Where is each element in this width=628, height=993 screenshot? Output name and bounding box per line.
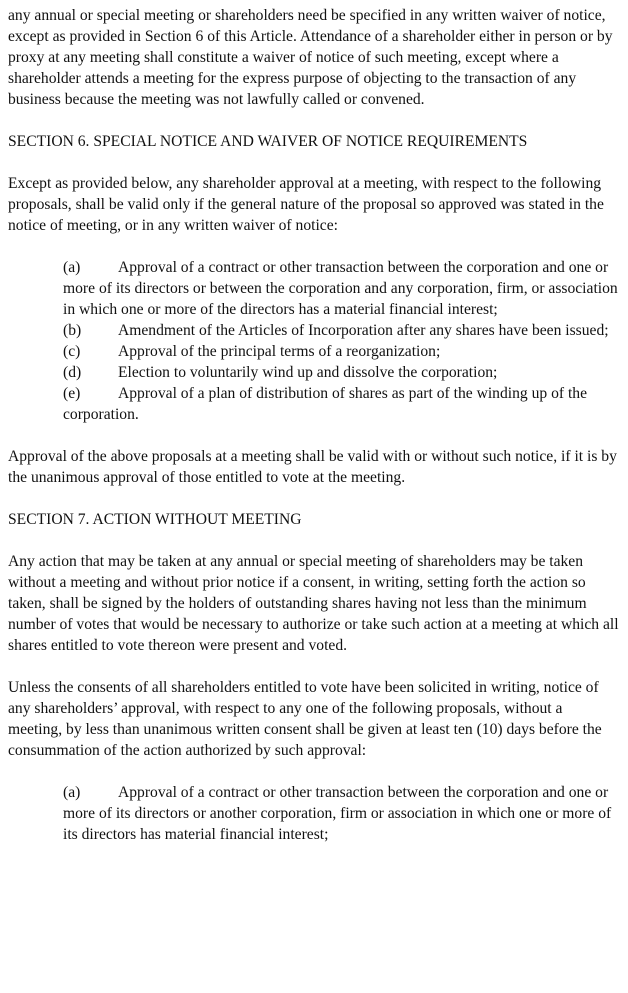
list-item <box>63 341 620 362</box>
item-label: (c) <box>63 343 81 360</box>
list-item <box>63 362 620 383</box>
section-7-paragraph-2: Unless the consents of all shareholders entitled to vote have been solicited in writing, notice of any shareholders’ approval, with respect to any one of the following proposals, without a meeting, by less than unanimous written consent shall be given at least ten (10) days before the consummation of the action authorized by such approval: <box>8 679 602 759</box>
section-7-paragraph-1: Any action that may be taken at any annual or special meeting of shareholders may be taken without a meeting and without prior notice if a consent, in writing, setting forth the action so taken, shall be signed by the holders of outstanding shares having not less than the minimum number of votes that would be necessary to authorize or take such action at a meeting at which all shares entitled to vote thereon were present and voted. <box>8 553 619 654</box>
item-label: (a) <box>63 784 81 801</box>
section-7-proposal-list <box>63 782 620 845</box>
item-text: Approval of a contract or other transaction between the corporation and one or more of its directors or between the corporation and any corporation, firm, or association in which one or more of the directors has a material financial interest; <box>63 259 618 318</box>
item-text: Approval of a plan of distribution of shares as part of the winding up of the corporation. <box>63 385 588 423</box>
item-label: (d) <box>63 364 82 381</box>
item-label: (b) <box>63 322 82 339</box>
list-item <box>63 782 620 845</box>
section-6-closing-paragraph: Approval of the above proposals at a meeting shall be valid with or without such notice, if it is by the unanimous approval of those entitled to vote at the meeting. <box>8 448 617 486</box>
item-text: Amendment of the Articles of Incorporation after any shares have been issued; <box>118 322 609 339</box>
item-label: (e) <box>63 385 81 402</box>
document-page <box>8 5 620 845</box>
section-7-heading: SECTION 7. ACTION WITHOUT MEETING <box>8 511 302 528</box>
section-6-proposal-list <box>63 257 620 425</box>
intro-paragraph: any annual or special meeting or shareholders need be specified in any written waiver of notice, except as provided in Section 6 of this Article. Attendance of a shareholder either in person or by proxy at any meeting shall constitute a waiver of notice of such meeting, except where a shareholder attends a meeting for the express purpose of objecting to the transaction of any business because the meeting was not lawfully called or convened. <box>8 7 613 108</box>
list-item <box>63 320 620 341</box>
item-text: Approval of a contract or other transaction between the corporation and one or more of its directors or another corporation, firm or association in which one or more of its directors has material financial interest; <box>63 784 612 843</box>
item-text: Election to voluntarily wind up and dissolve the corporation; <box>118 364 498 381</box>
section-6-heading: SECTION 6. SPECIAL NOTICE AND WAIVER OF NOTICE REQUIREMENTS <box>8 133 528 150</box>
item-label: (a) <box>63 259 81 276</box>
item-text: Approval of the principal terms of a reorganization; <box>118 343 441 360</box>
list-item <box>63 257 620 320</box>
list-item <box>63 383 620 425</box>
section-6-paragraph: Except as provided below, any shareholder approval at a meeting, with respect to the following proposals, shall be valid only if the general nature of the proposal so approved was stated in the notice of meeting, or in any written waiver of notice: <box>8 175 604 234</box>
